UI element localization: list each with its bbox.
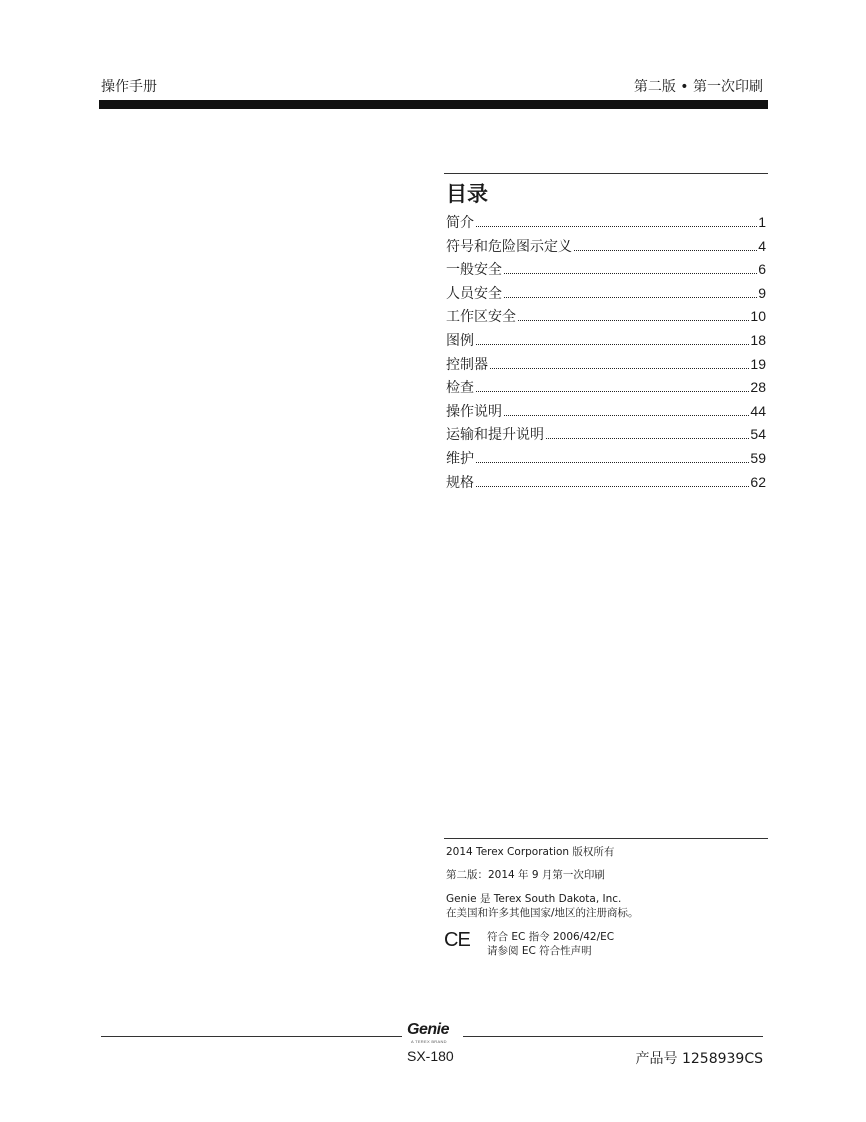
toc-entry-label: 检查 bbox=[446, 380, 474, 397]
toc-entry-page: 10 bbox=[750, 308, 766, 325]
toc-entry-page: 18 bbox=[750, 331, 766, 348]
toc-entry[interactable] bbox=[446, 354, 766, 378]
toc-title: 目录 bbox=[446, 182, 488, 206]
toc-entry-page: 59 bbox=[750, 449, 766, 466]
toc-entry[interactable] bbox=[446, 283, 766, 307]
toc-entry-label: 维护 bbox=[446, 450, 474, 467]
ce-declaration-line: 请参阅 EC 符合性声明 bbox=[487, 945, 592, 957]
toc-entry-label: 规格 bbox=[446, 474, 474, 491]
toc-leader-dots bbox=[476, 344, 749, 345]
ce-mark-icon: CE bbox=[444, 929, 470, 951]
footer-rule-right bbox=[463, 1036, 763, 1037]
toc-entry-page: 6 bbox=[758, 261, 766, 278]
toc-entry-label: 简介 bbox=[446, 215, 474, 231]
toc-leader-dots bbox=[490, 368, 749, 369]
toc-entry-label: 符号和危险图示定义 bbox=[446, 238, 572, 255]
toc-leader-dots bbox=[476, 391, 749, 392]
header-rule bbox=[99, 100, 768, 109]
toc-leader-dots bbox=[476, 462, 749, 463]
table-of-contents bbox=[446, 212, 766, 495]
edition-line: 第二版：2014 年 9 月第一次印刷 bbox=[446, 869, 605, 881]
toc-entry-label: 一般安全 bbox=[446, 262, 502, 279]
toc-entry-page: 19 bbox=[750, 355, 766, 372]
part-number: 产品号 1258939CS bbox=[635, 1051, 763, 1067]
toc-entry[interactable] bbox=[446, 377, 766, 401]
toc-leader-dots bbox=[504, 273, 757, 274]
toc-leader-dots bbox=[518, 320, 749, 321]
toc-entry[interactable] bbox=[446, 259, 766, 283]
toc-rule bbox=[444, 173, 768, 174]
toc-leader-dots bbox=[504, 297, 757, 298]
toc-entry[interactable] bbox=[446, 212, 766, 236]
genie-logo-tagline: A TEREX BRAND bbox=[411, 1039, 447, 1044]
ce-directive-line: 符合 EC 指令 2006/42/EC bbox=[487, 931, 615, 943]
footer-rule-left bbox=[101, 1036, 402, 1037]
toc-leader-dots bbox=[546, 438, 749, 439]
toc-entry-label: 操作说明 bbox=[446, 403, 502, 420]
trademark-line-2: 在美国和许多其他国家/地区的注册商标。 bbox=[446, 907, 639, 919]
toc-entry[interactable] bbox=[446, 424, 766, 448]
toc-entry-page: 62 bbox=[750, 473, 766, 490]
toc-entry-page: 28 bbox=[750, 379, 766, 396]
toc-entry-page: 1 bbox=[758, 214, 766, 230]
toc-entry[interactable] bbox=[446, 306, 766, 330]
toc-entry-label: 控制器 bbox=[446, 356, 488, 373]
toc-leader-dots bbox=[574, 250, 757, 251]
toc-entry-page: 4 bbox=[758, 237, 766, 254]
header-manual-title: 操作手册 bbox=[101, 79, 157, 95]
toc-entry[interactable] bbox=[446, 448, 766, 472]
toc-entry-page: 9 bbox=[758, 284, 766, 301]
trademark-line: Genie 是 Terex South Dakota, Inc. bbox=[446, 893, 622, 905]
toc-entry[interactable] bbox=[446, 236, 766, 260]
genie-logo: Genie bbox=[407, 1021, 449, 1038]
model-number: SX-180 bbox=[407, 1048, 454, 1064]
toc-leader-dots bbox=[504, 415, 749, 416]
toc-entry[interactable] bbox=[446, 472, 766, 496]
toc-entry-label: 人员安全 bbox=[446, 285, 502, 302]
toc-entry-page: 54 bbox=[750, 426, 766, 443]
copyright-rule bbox=[444, 838, 768, 839]
copyright-line: 2014 Terex Corporation 版权所有 bbox=[446, 846, 615, 858]
toc-leader-dots bbox=[476, 226, 757, 227]
toc-entry-label: 图例 bbox=[446, 332, 474, 349]
toc-entry[interactable] bbox=[446, 401, 766, 425]
toc-entry[interactable] bbox=[446, 330, 766, 354]
toc-entry-label: 运输和提升说明 bbox=[446, 427, 544, 444]
header-edition: 第二版 • 第一次印刷 bbox=[633, 79, 763, 95]
toc-entry-page: 44 bbox=[750, 402, 766, 419]
toc-entry-label: 工作区安全 bbox=[446, 309, 516, 326]
toc-leader-dots bbox=[476, 486, 749, 487]
